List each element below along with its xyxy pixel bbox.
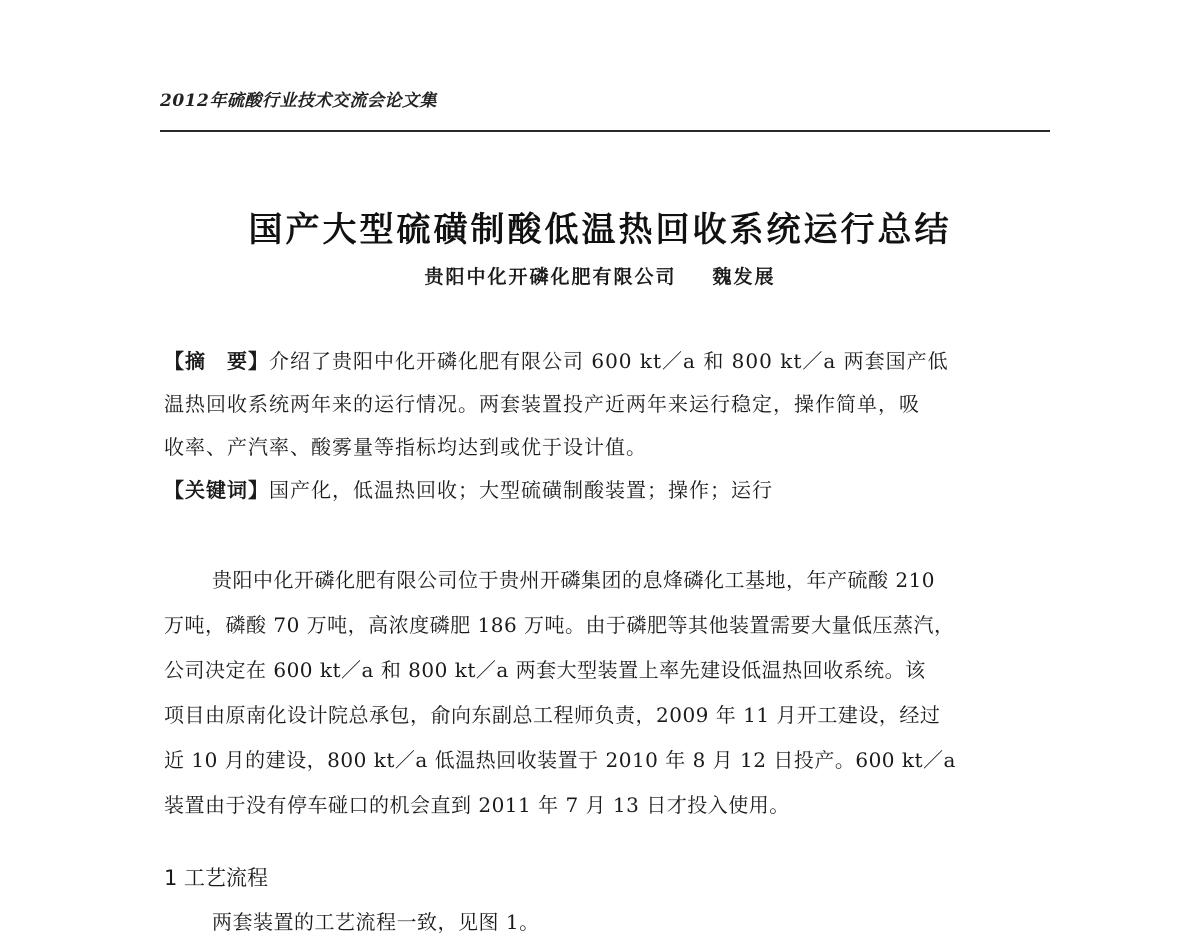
abstract-block: [164, 340, 1054, 512]
paper-title: 国产大型硫磺制酸低温热回收系统运行总结: [248, 210, 952, 250]
body-line: 项目由原南化设计院总承包，俞向东副总工程师负责，2009 年 11 月开工建设，经过: [164, 703, 941, 727]
body-line: 装置由于没有停车碰口的机会直到 2011 年 7 月 13 日才投入使用。: [164, 793, 790, 817]
keywords-text: 国产化，低温热回收；大型硫磺制酸装置；操作；运行: [269, 478, 773, 502]
section-heading: 1 工艺流程: [164, 866, 269, 890]
keywords-label: 【关键词】: [164, 478, 269, 502]
keywords-line: [164, 469, 1054, 512]
affiliation: 贵阳中化开磷化肥有限公司: [424, 266, 677, 288]
byline: [120, 262, 1080, 289]
body-line: 公司决定在 600 kt／a 和 800 kt／a 两套大型装置上率先建设低温热回收系统。该: [164, 658, 926, 682]
body-line: 万吨，磷酸 70 万吨，高浓度磷肥 186 万吨。由于磷肥等其他装置需要大量低压蒸汽，: [164, 613, 955, 637]
body-line: 贵阳中化开磷化肥有限公司位于贵州开磷集团的息烽磷化工基地，年产硫酸 210: [212, 568, 936, 592]
body-paragraph: [164, 558, 1054, 828]
author: 魏发展: [712, 266, 776, 288]
running-header: 2012年硫酸行业技术交流会论文集: [160, 91, 437, 111]
section-text: 两套装置的工艺流程一致，见图 1。: [212, 910, 540, 934]
header-rule: [160, 130, 1050, 132]
abstract-line: [164, 340, 1054, 383]
abstract-line: 收率、产汽率、酸雾量等指标均达到或优于设计值。: [164, 435, 647, 459]
abstract-line: 温热回收系统两年来的运行情况。两套装置投产近两年来运行稳定，操作简单，吸: [164, 392, 920, 416]
body-line: 近 10 月的建设，800 kt／a 低温热回收装置于 2010 年 8 月 12 日投产。600 kt／a: [164, 748, 956, 772]
abstract-text: 介绍了贵阳中化开磷化肥有限公司 600 kt／a 和 800 kt／a 两套国产低: [269, 349, 949, 373]
abstract-label: 【摘 要】: [164, 349, 269, 373]
